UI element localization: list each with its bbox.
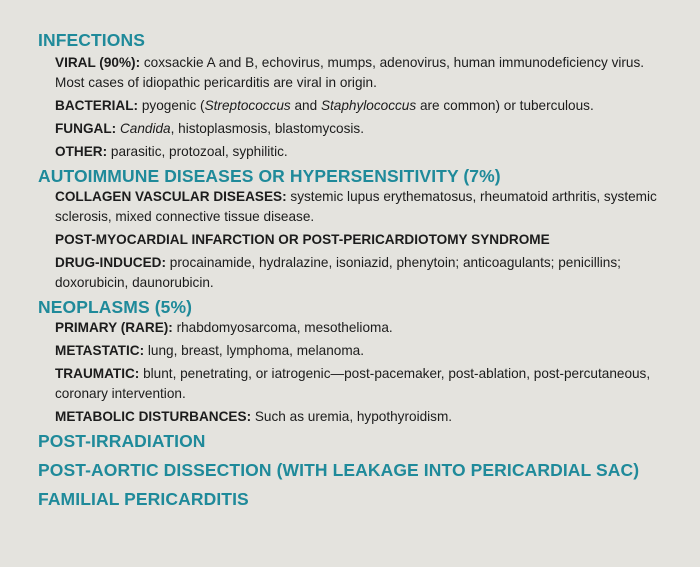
heading-familial-pericarditis: FAMILIAL PERICARDITIS — [38, 489, 249, 509]
heading-neoplasms: NEOPLASMS (5%) — [38, 297, 193, 317]
entry-drug-induced — [55, 253, 680, 293]
entry-text: are common) or tuberculous. — [416, 98, 594, 113]
entry-text: procainamide, hydralazine, isoniazid, phenytoin; anticoagulants; penicillins; doxorubicin, daunorubicin. — [55, 255, 621, 290]
heading-post-irradiation: POST-IRRADIATION — [38, 431, 206, 451]
entry-viral — [55, 53, 680, 93]
entry-text: systemic lupus erythematosus, rheumatoid arthritis, systemic sclerosis, mixed connective tissue disease. — [55, 189, 657, 224]
entry-text: lung, breast, lymphoma, melanoma. — [144, 343, 364, 358]
heading-autoimmune: AUTOIMMUNE DISEASES OR HYPERSENSITIVITY (7%) — [38, 166, 501, 186]
entry-primary — [55, 318, 680, 338]
entry-label: BACTERIAL: — [55, 98, 139, 113]
entry-text: coxsackie A and B, echovirus, mumps, adenovirus, human immunodeficiency virus. Most cases of idiopathic pericarditis are viral in origin. — [55, 55, 645, 90]
entry-collagen-vascular — [55, 187, 680, 227]
section-autoimmune — [38, 166, 680, 293]
entry-label: FUNGAL: — [55, 121, 117, 136]
entry-text: rhabdomyosarcoma, mesothelioma. — [172, 320, 393, 335]
entry-label: OTHER: — [55, 144, 108, 159]
entry-text: pyogenic ( — [138, 98, 205, 113]
entry-label: VIRAL (90%): — [55, 55, 141, 70]
heading-infections: INFECTIONS — [38, 30, 145, 50]
entry-label: PRIMARY (RARE): — [55, 320, 173, 335]
entry-text: parasitic, protozoal, syphilitic. — [107, 144, 288, 159]
entry-label: TRAUMATIC: — [55, 366, 140, 381]
entry-italic-term: Candida — [119, 121, 171, 136]
entry-label: POST-MYOCARDIAL INFARCTION OR POST-PERICARDIOTOMY SYNDROME — [55, 232, 550, 247]
heading-post-aortic-dissection: POST-AORTIC DISSECTION (WITH LEAKAGE INTO PERICARDIAL SAC) — [38, 460, 640, 480]
entry-bacterial — [55, 96, 680, 116]
entry-post-mi — [55, 230, 680, 250]
entry-text: and — [290, 98, 321, 113]
section-infections — [38, 30, 680, 162]
entry-traumatic — [55, 364, 680, 404]
entry-label: METABOLIC DISTURBANCES: — [55, 409, 252, 424]
entry-text: , histoplasmosis, blastomycosis. — [170, 121, 364, 136]
entry-label: DRUG-INDUCED: — [55, 255, 167, 270]
entry-metastatic — [55, 341, 680, 361]
entry-fungal — [55, 119, 680, 139]
entry-italic-term: Staphylococcus — [320, 98, 417, 113]
section-neoplasms — [38, 297, 680, 427]
entry-other — [55, 142, 680, 162]
entry-label: COLLAGEN VASCULAR DISEASES: — [55, 189, 287, 204]
entry-text: blunt, penetrating, or iatrogenic—post-pacemaker, post-ablation, post-percutaneous, coronary intervention. — [55, 366, 651, 401]
entry-metabolic — [55, 407, 680, 427]
entry-text: Such as uremia, hypothyroidism. — [251, 409, 453, 424]
entry-label: METASTATIC: — [55, 343, 145, 358]
entry-italic-term: Streptococcus — [204, 98, 291, 113]
